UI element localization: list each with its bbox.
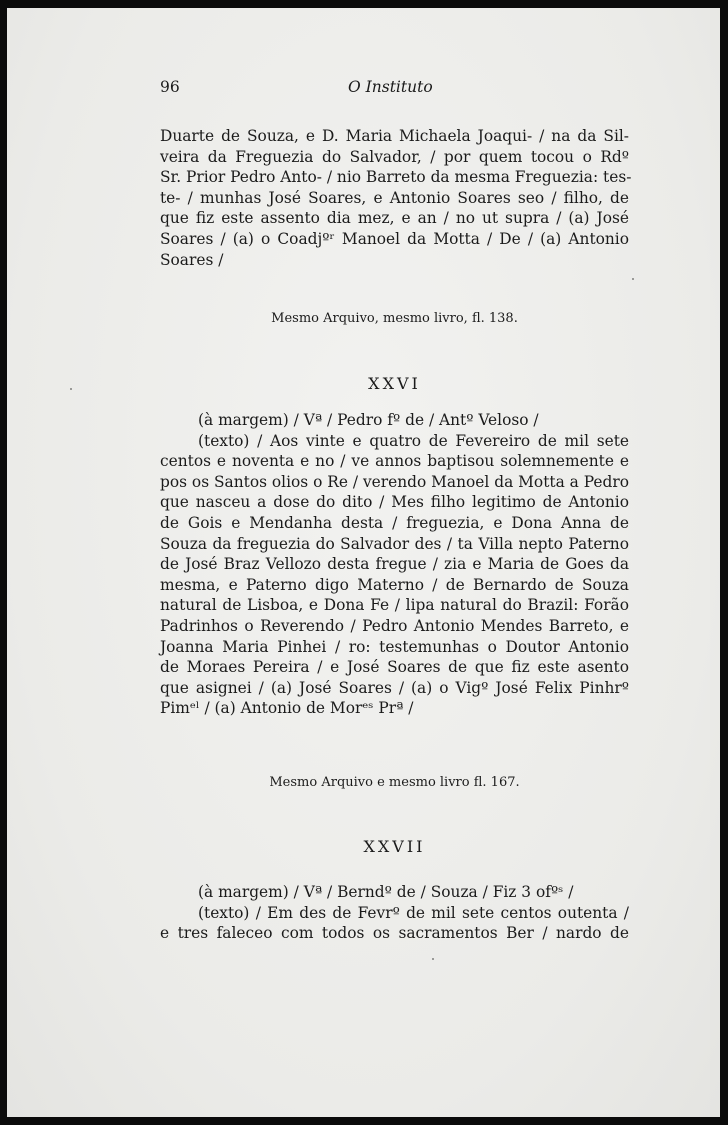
text-line: natural de Lisboa, e Dona Fe / lipa natural do Brazil: Forão: [160, 596, 629, 615]
text-line: de Gois e Mendanha desta / freguezia, e Dona Anna de: [160, 513, 629, 532]
text-line: Sr. Prior Pedro Anto- / nio Barreto da mesma Freguezia: tes-: [160, 168, 632, 187]
page-number: 96: [160, 78, 180, 96]
section-text: [160, 882, 629, 944]
source-citation: Mesmo Arquivo, mesmo livro, fl. 138.: [271, 311, 518, 326]
section-heading: XXVI: [368, 374, 421, 393]
paragraph-continuation: [160, 126, 632, 270]
text-line: de José Braz Vellozo desta fregue / zia e Maria de Goes da: [160, 555, 629, 574]
paper-speck: [432, 958, 434, 960]
paper-speck: [70, 388, 72, 390]
text-line: que fiz este assento dia mez, e an / no ut supra / (a) José: [160, 209, 629, 228]
text-line: Joanna Maria Pinhei / ro: testemunhas o Doutor Antonio: [160, 637, 629, 656]
text-line: te- / munhas José Soares, e Antonio Soares seo / filho, de: [160, 188, 629, 207]
text-line: mesma, e Paterno digo Materno / de Bernardo de Souza: [160, 575, 629, 594]
text-line: centos e noventa e no / ve annos baptisou solemnemente e: [160, 452, 629, 471]
text-line: Souza da freguezia do Salvador des / ta Villa nepto Paterno: [160, 534, 629, 553]
text-line: Duarte de Souza, e D. Maria Michaela Joaqui- / na da Sil-: [160, 127, 629, 145]
text-line: Pimᵉˡ / (a) Antonio de Morᵉˢ Prª /: [160, 699, 414, 718]
text-line: (texto) / Aos vinte e quatro de Fevereiro de mil sete: [198, 431, 629, 450]
text-line: veira da Freguezia do Salvador, / por quem tocou o Rdº: [160, 147, 629, 166]
text-line: (à margem) / Vª / Berndº de / Souza / Fiz 3 ofºˢ /: [198, 883, 574, 901]
text-line: Soares / (a) o Coadjºʳ Manoel da Motta / De / (a) Antonio: [160, 229, 629, 248]
book-page: [7, 8, 720, 1117]
text-line: de Moraes Pereira / e José Soares de que fiz este asento: [160, 658, 629, 677]
text-line: pos os Santos olios o Re / verendo Manoel da Motta a Pedro: [160, 472, 629, 491]
text-line: Soares /: [160, 250, 224, 269]
text-line: que nasceu a dose do dito / Mes filho legitimo de Antonio: [160, 493, 629, 512]
section-text: [160, 410, 629, 719]
paper-speck: [632, 278, 634, 280]
section-heading: XXVII: [363, 837, 426, 856]
text-line: Padrinhos o Reverendo / Pedro Antonio Mendes Barreto, e: [160, 616, 629, 635]
text-line: que asignei / (a) José Soares / (a) o Vigº José Felix Pinhrº: [160, 678, 629, 697]
running-title: O Instituto: [348, 78, 433, 96]
text-line: e tres faleceo com todos os sacramentos Ber / nardo de: [160, 924, 629, 943]
source-citation: Mesmo Arquivo e mesmo livro fl. 167.: [269, 775, 520, 790]
text-line: (texto) / Em des de Fevrº de mil sete centos outenta /: [198, 903, 629, 922]
text-line: (à margem) / Vª / Pedro fº de / Antº Veloso /: [198, 411, 539, 429]
